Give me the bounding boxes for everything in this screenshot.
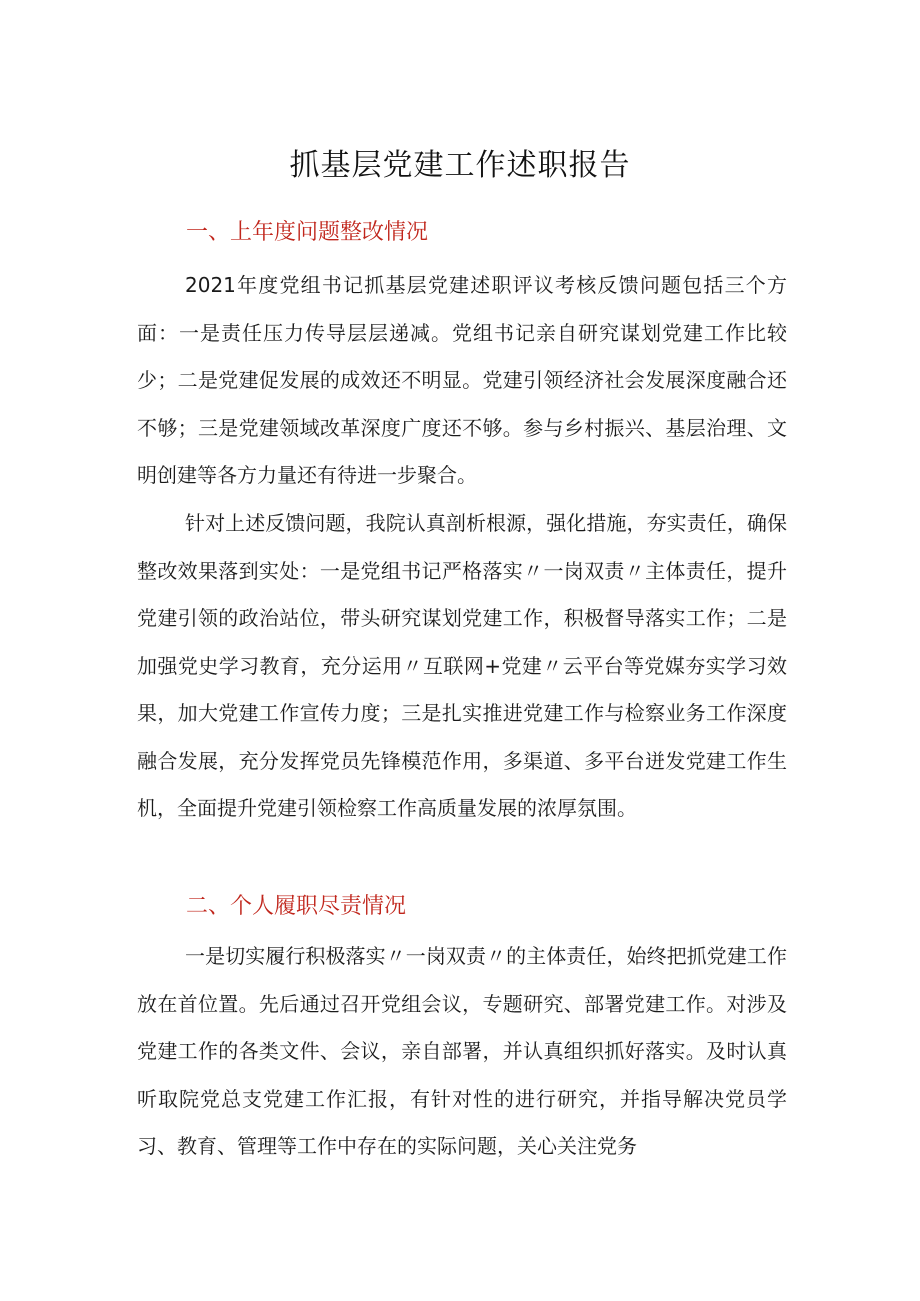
section-heading-2: 二、个人履职尽责情况	[186, 894, 407, 919]
paragraph: 2021年度党组书记抓基层党建述职评议考核反馈问题包括三个方面：一是责任压力传导层层递减。党组书记亲自研究谋划党建工作比较少；二是党建促发展的成效还不明显。党建引领经济社会发展深度融合还不够；三是党建领域改革深度广度还不够。参与乡村振兴、基层治理、文明创建等各方力量还有待进一步聚合。	[137, 273, 787, 487]
paragraph: 一是切实履行积极落实〃一岗双责〃的主体责任，始终把抓党建工作放在首位置。先后通过召开党组会议，专题研究、部署党建工作。对涉及党建工作的各类文件、会议，亲自部署，并认真组织抓好落实。及时认真听取院党总支党建工作汇报，有针对性的进行研究，并指导解决党员学习、教育、管理等工作中存在的实际问题，关心关注党务	[137, 944, 787, 1158]
paragraph: 针对上述反馈问题，我院认真剖析根源，强化措施，夯实责任，确保整改效果落到实处：一是党组书记严格落实〃一岗双责〃主体责任，提升党建引领的政治站位，带头研究谋划党建工作，积极督导落实工作；二是加强党史学习教育，充分运用〃互联网+党建〃云平台等党媒夯实学习效果，加大党建工作宣传力度；三是扎实推进党建工作与检察业务工作深度融合发展，充分发挥党员先锋模范作用，多渠道、多平台迸发党建工作生机，全面提升党建引领检察工作高质量发展的浓厚氛围。	[137, 511, 787, 820]
section-heading-1: 一、上年度问题整改情况	[186, 220, 429, 245]
document-title: 抓基层党建工作述职报告	[289, 148, 631, 183]
